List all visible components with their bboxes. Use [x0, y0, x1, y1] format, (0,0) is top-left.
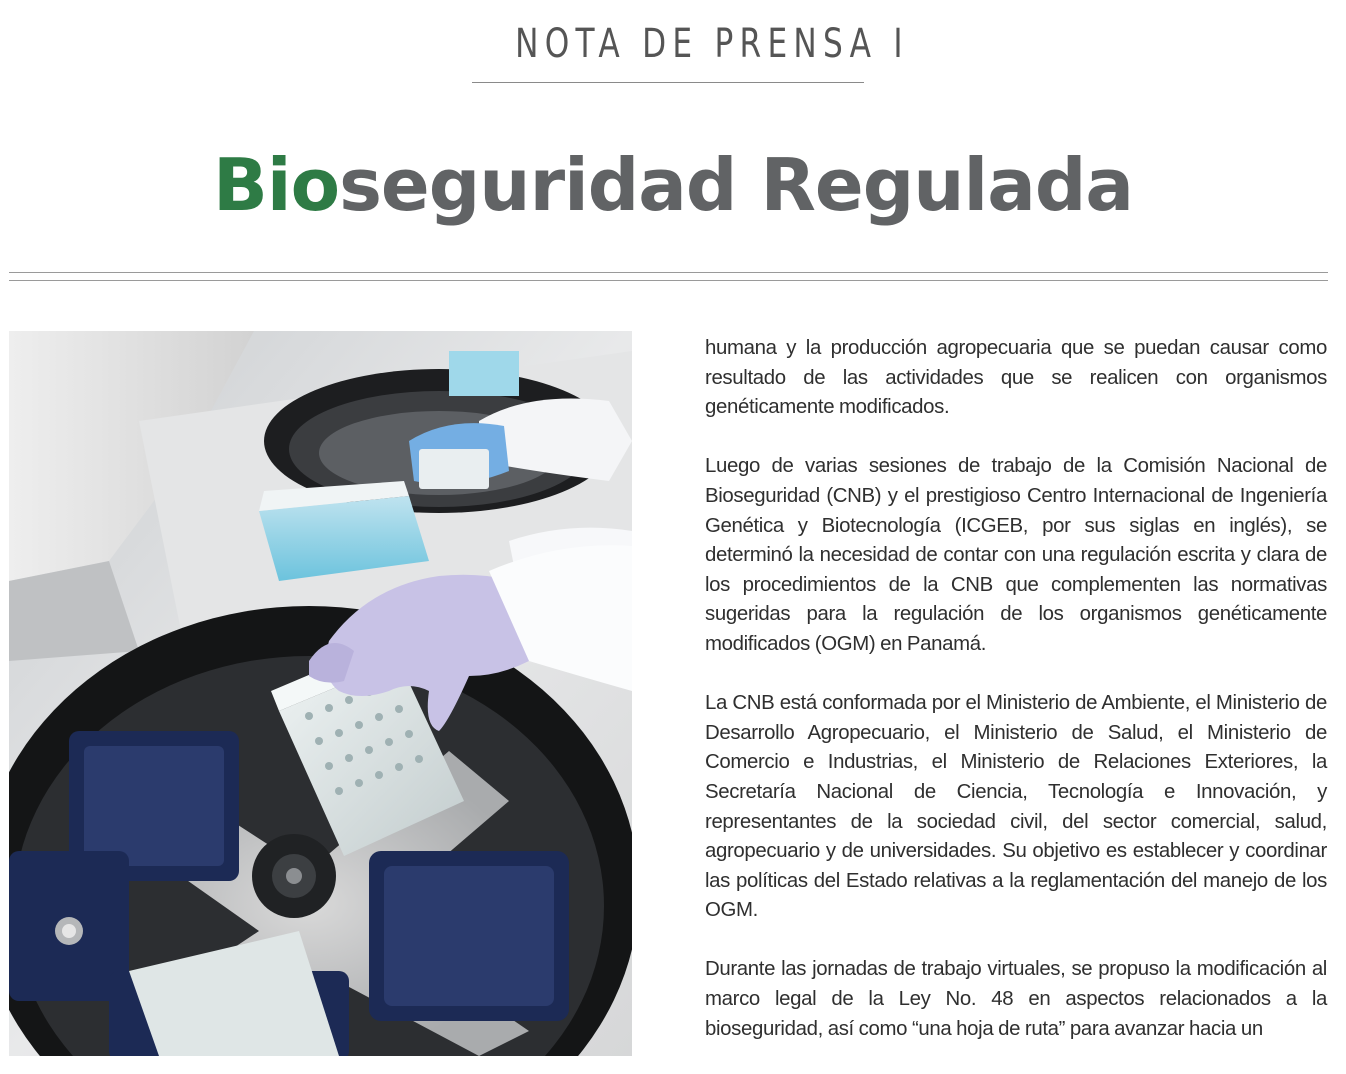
article-paragraph: Luego de varias sesiones de trabajo de la Comisión Nacional de Bioseguridad (CNB) y el prestigioso Centro Internacional de Ingeniería Genética y Biotecnología (ICGEB, por sus siglas en inglés), se determinó la necesidad de contar con una regulación escrita y clara de los procedimientos de la CNB que complementen las normativas sugeridas para la regulación de los organismos genéticamente modificados (OGM) en Panamá. — [705, 455, 1327, 655]
headline — [0, 143, 1346, 227]
section-label: NOTA DE PRENSA I — [515, 21, 909, 67]
section-label-underline — [472, 82, 864, 83]
article-paragraph: humana y la producción agropecuaria que se puedan causar como resultado de las actividades que se realicen con organismos genéticamente modificados. — [705, 337, 1327, 419]
article-paragraph: La CNB está conformada por el Ministerio de Ambiente, el Ministerio de Desarrollo Agropecuario, el Ministerio de Salud, el Ministerio de Comercio e Industrias, el Ministerio de Relaciones Exteriores, la Secretaría Nacional de Ciencia, Tecnología e Innovación, y representantes de la sociedad civil, del sector comercial, salud, agropecuario y de universidades. Su objetivo es establecer y coordinar las políticas del Estado relativas a la reglamentación del manejo de los OGM. — [705, 692, 1327, 922]
article-body — [705, 334, 1327, 1074]
lab-centrifuge-photo — [9, 331, 632, 1056]
headline-rest: seguridad Regulada — [339, 143, 1133, 227]
article-paragraph: Durante las jornadas de trabajo virtuales, se propuso la modificación al marco legal de la Ley No. 48 en aspectos relacionados a la bioseguridad, así como “una hoja de ruta” para avanzar hacia un — [705, 958, 1327, 1040]
headline-accent: Bio — [213, 143, 340, 227]
divider-top — [9, 272, 1328, 273]
divider-bottom — [9, 280, 1328, 281]
centrifuge-illustration — [9, 331, 632, 1056]
